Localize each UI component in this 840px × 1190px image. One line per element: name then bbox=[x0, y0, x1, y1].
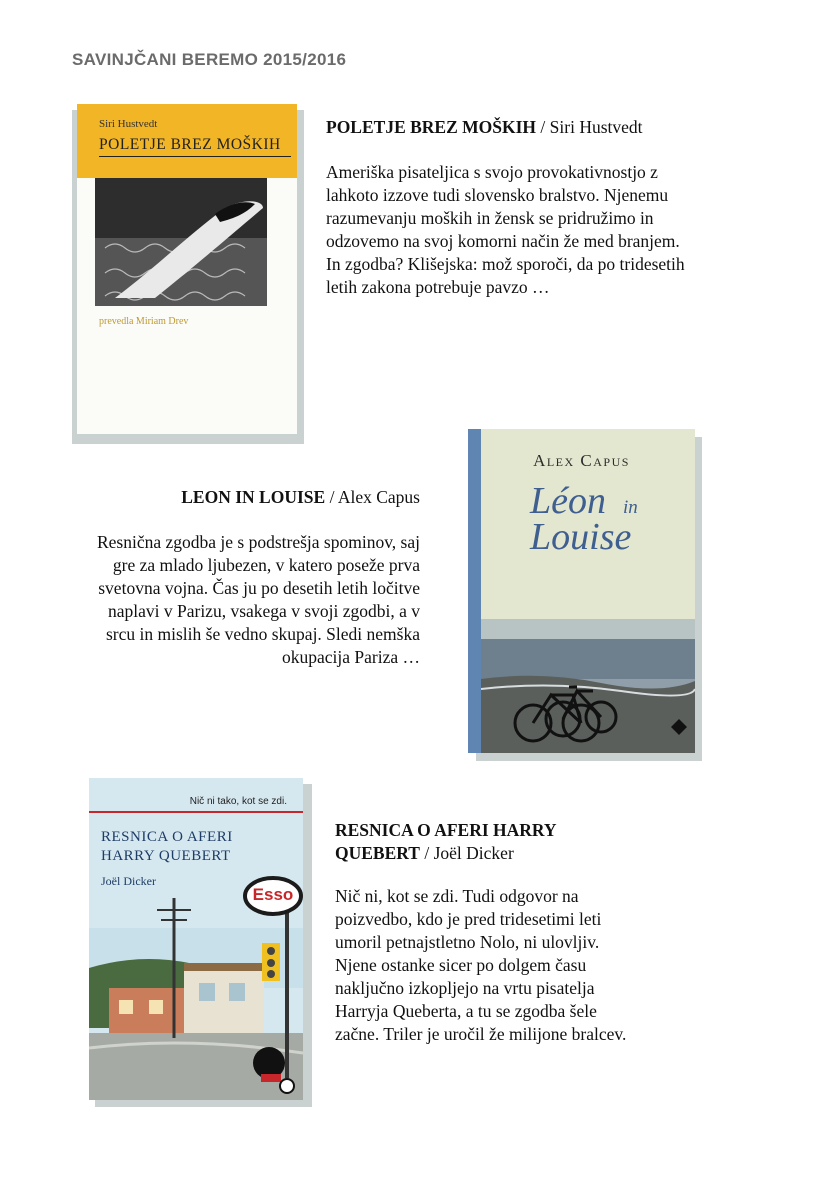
cover-title-in: in bbox=[623, 497, 638, 518]
cover-tagline: Nič ni tako, kot se zdi. bbox=[189, 796, 287, 807]
book-entry-3 bbox=[335, 819, 635, 1046]
book-description: Resnična zgodba je s podstrešja spominov, saj gre za mlado ljubezen, v katero poseže prva svetovna vojna. Čas ju po desetih letih ločitve naplavi v Parizu, vsakega v svoji zgodbi, a v srcu in mislih še vedno skupaj. Sledi nemška okupacija Pariza … bbox=[96, 532, 420, 667]
cover-title-line-2: HARRY QUEBERT bbox=[101, 848, 231, 864]
book-author: Siri Hustvedt bbox=[549, 117, 643, 137]
cover-title bbox=[101, 828, 233, 866]
cover-sign-text: Esso bbox=[252, 885, 294, 904]
cover-author: Siri Hustvedt bbox=[99, 118, 158, 130]
book-title: POLETJE BREZ MOŠKIH bbox=[326, 117, 537, 137]
book-cover-leon bbox=[468, 429, 695, 753]
book-entry-2 bbox=[80, 486, 420, 669]
cover-title-line-1: RESNICA O AFERI bbox=[101, 829, 233, 845]
book-heading: POLETJE BREZ MOŠKIH / Siri Hustvedt bbox=[326, 117, 643, 137]
cover-street-scene bbox=[89, 778, 303, 1100]
book-heading: RESNICA O AFERI HARRY QUEBERT / Joël Dicker bbox=[335, 820, 557, 863]
book-title-line-2: QUEBERT bbox=[335, 843, 420, 863]
book-description: Nič ni, kot se zdi. Tudi odgovor na poizvedbo, kdo je pred tridesetimi leti umoril petnajstletno Nolo, ni ulovljiv. Njene ostanke sicer po dolgem času naključno izkopljejo na vrtu pisatelja Harryja Queberta, a tu se zgodba šele začne. Triler je uročil že milijone bralcev. bbox=[335, 886, 627, 1044]
cover-title-2: Louise bbox=[530, 516, 632, 558]
book-author: Alex Capus bbox=[337, 487, 420, 507]
cover-author: Alex Capus bbox=[533, 451, 630, 470]
cover-sea-bicycles bbox=[481, 619, 695, 753]
cover-title-1: Léon bbox=[530, 480, 606, 522]
book-author: Joël Dicker bbox=[433, 843, 514, 863]
book-cover-harry-quebert bbox=[89, 778, 303, 1100]
cover-title: POLETJE BREZ MOŠKIH bbox=[99, 136, 281, 153]
book-title-line-1: RESNICA O AFERI HARRY bbox=[335, 820, 557, 840]
cover-photo bbox=[95, 178, 267, 306]
book-description: Ameriška pisateljica s svojo provokativnostjo z lahkoto izzove tudi slovensko bralstvo. Njenemu razumevanju moških in žensk se pridružimo in odzovemo na svoj komorni način že med branjem. In zgodba? Klišejska: mož sporoči, da po tridesetih letih zakona potrebuje pavzo … bbox=[326, 162, 685, 297]
cover-red-line bbox=[89, 811, 303, 813]
cover-spine-edge bbox=[468, 429, 481, 753]
page-header: SAVINJČANI BEREMO 2015/2016 bbox=[72, 50, 347, 69]
book-entry-1 bbox=[326, 116, 686, 299]
cover-translator: prevedla Miriam Drev bbox=[99, 316, 189, 327]
book-heading: LEON IN LOUISE / Alex Capus bbox=[181, 487, 420, 507]
book-title: LEON IN LOUISE bbox=[181, 487, 326, 507]
book-cover-poletje bbox=[77, 104, 297, 434]
cover-author: Joël Dicker bbox=[101, 874, 156, 888]
